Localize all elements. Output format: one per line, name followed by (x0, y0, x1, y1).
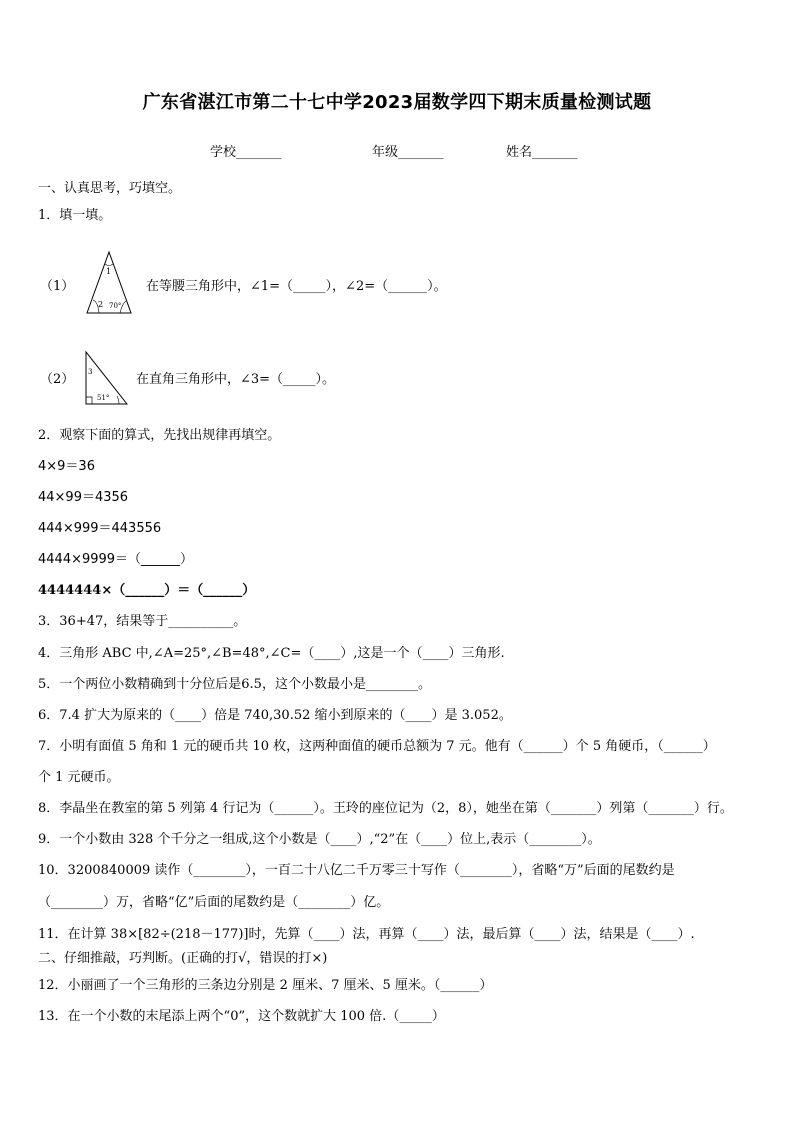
question-7-line-2: 个 1 元硬币。 (38, 770, 120, 785)
q2-line-3: 444×999＝443556 (38, 521, 162, 536)
q1-sub1-number: （1） (40, 279, 75, 294)
section-1-heading: 一、认真思考，巧填空。 (38, 181, 182, 196)
question-10-line-2: （________）万，省略“亿”后面的尾数约是（________）亿。 (38, 895, 390, 910)
fig1-angle-label-70: 70° (109, 302, 122, 310)
question-9: 9．一个小数由 328 个千分之一组成,这个小数是（____）,“2”在（____）位上,表示（________）。 (38, 832, 601, 847)
grade-field: 年级_______ (372, 145, 444, 160)
question-12: 12．小丽画了一个三角形的三条边分别是 2 厘米、7 厘米、5 厘米。（______） (38, 978, 493, 993)
question-2-label: 2．观察下面的算式，先找出规律再填空。 (38, 428, 281, 443)
question-4: 4．三角形 ABC 中,∠A=25°,∠B=48°,∠C=（____）,这是一个（____）三角形. (38, 646, 505, 661)
fig1-angle-label-1: 1 (106, 267, 112, 276)
right-triangle-figure (84, 350, 130, 406)
q1-sub2-number: （2） (40, 372, 75, 387)
question-11: 11．在计算 38×[82÷(218－177)]时，先算（____）法，再算（____）法，最后算（____）法，结果是（____）. (38, 927, 695, 942)
q2-line-5: 4444444×（______）＝（______） (38, 583, 256, 598)
fig1-angle-label-2: 2 (98, 300, 104, 309)
name-field: 姓名_______ (506, 145, 578, 160)
question-5: 5．一个两位小数精确到十分位后是6.5，这个小数最小是________。 (38, 677, 431, 692)
isosceles-triangle-figure (84, 250, 134, 316)
fig2-angle-label-51: 51° (97, 394, 110, 402)
question-1-label: 1．填一填。 (38, 208, 112, 223)
q1-sub1-text: 在等腰三角形中，∠1=（_____），∠2=（______）。 (146, 279, 447, 294)
q2-line-1: 4×9＝36 (38, 459, 95, 474)
fig2-angle-label-3: 3 (88, 368, 93, 376)
section-2-heading: 二、仔细推敲，巧判断。(正确的打√，错误的打×) (38, 951, 328, 966)
question-6: 6．7.4 扩大为原来的（____）倍是 740,30.52 缩小到原来的（____）是 3.052。 (38, 708, 512, 723)
page-title: 广东省湛江市第二十七中学2023届数学四下期末质量检测试题 (142, 92, 652, 113)
q2-line-4: 4444×9999＝（______） (38, 552, 194, 567)
school-field: 学校_______ (210, 145, 282, 160)
question-10-line-1: 10．3200840009 读作（________），一百二十八亿二千万零三十写作（________），省略“万”后面的尾数约是 (38, 863, 675, 878)
q1-sub2-text: 在直角三角形中，∠3=（_____）。 (136, 372, 336, 387)
question-7-line-1: 7．小明有面值 5 角和 1 元的硬币共 10 枚，这两种面值的硬币总额为 7 元。他有（______）个 5 角硬币，（______） (38, 739, 716, 754)
question-8: 8．李晶坐在教室的第 5 列第 4 行记为（______）。王玲的座位记为（2，8），她坐在第（_______）列第（_______）行。 (38, 801, 733, 816)
question-3: 3．36+47，结果等于__________。 (38, 614, 247, 629)
q2-line-2: 44×99＝4356 (38, 490, 129, 505)
question-13: 13．在一个小数的末尾添上两个“0”，这个数就扩大 100 倍.（_____） (38, 1009, 445, 1024)
